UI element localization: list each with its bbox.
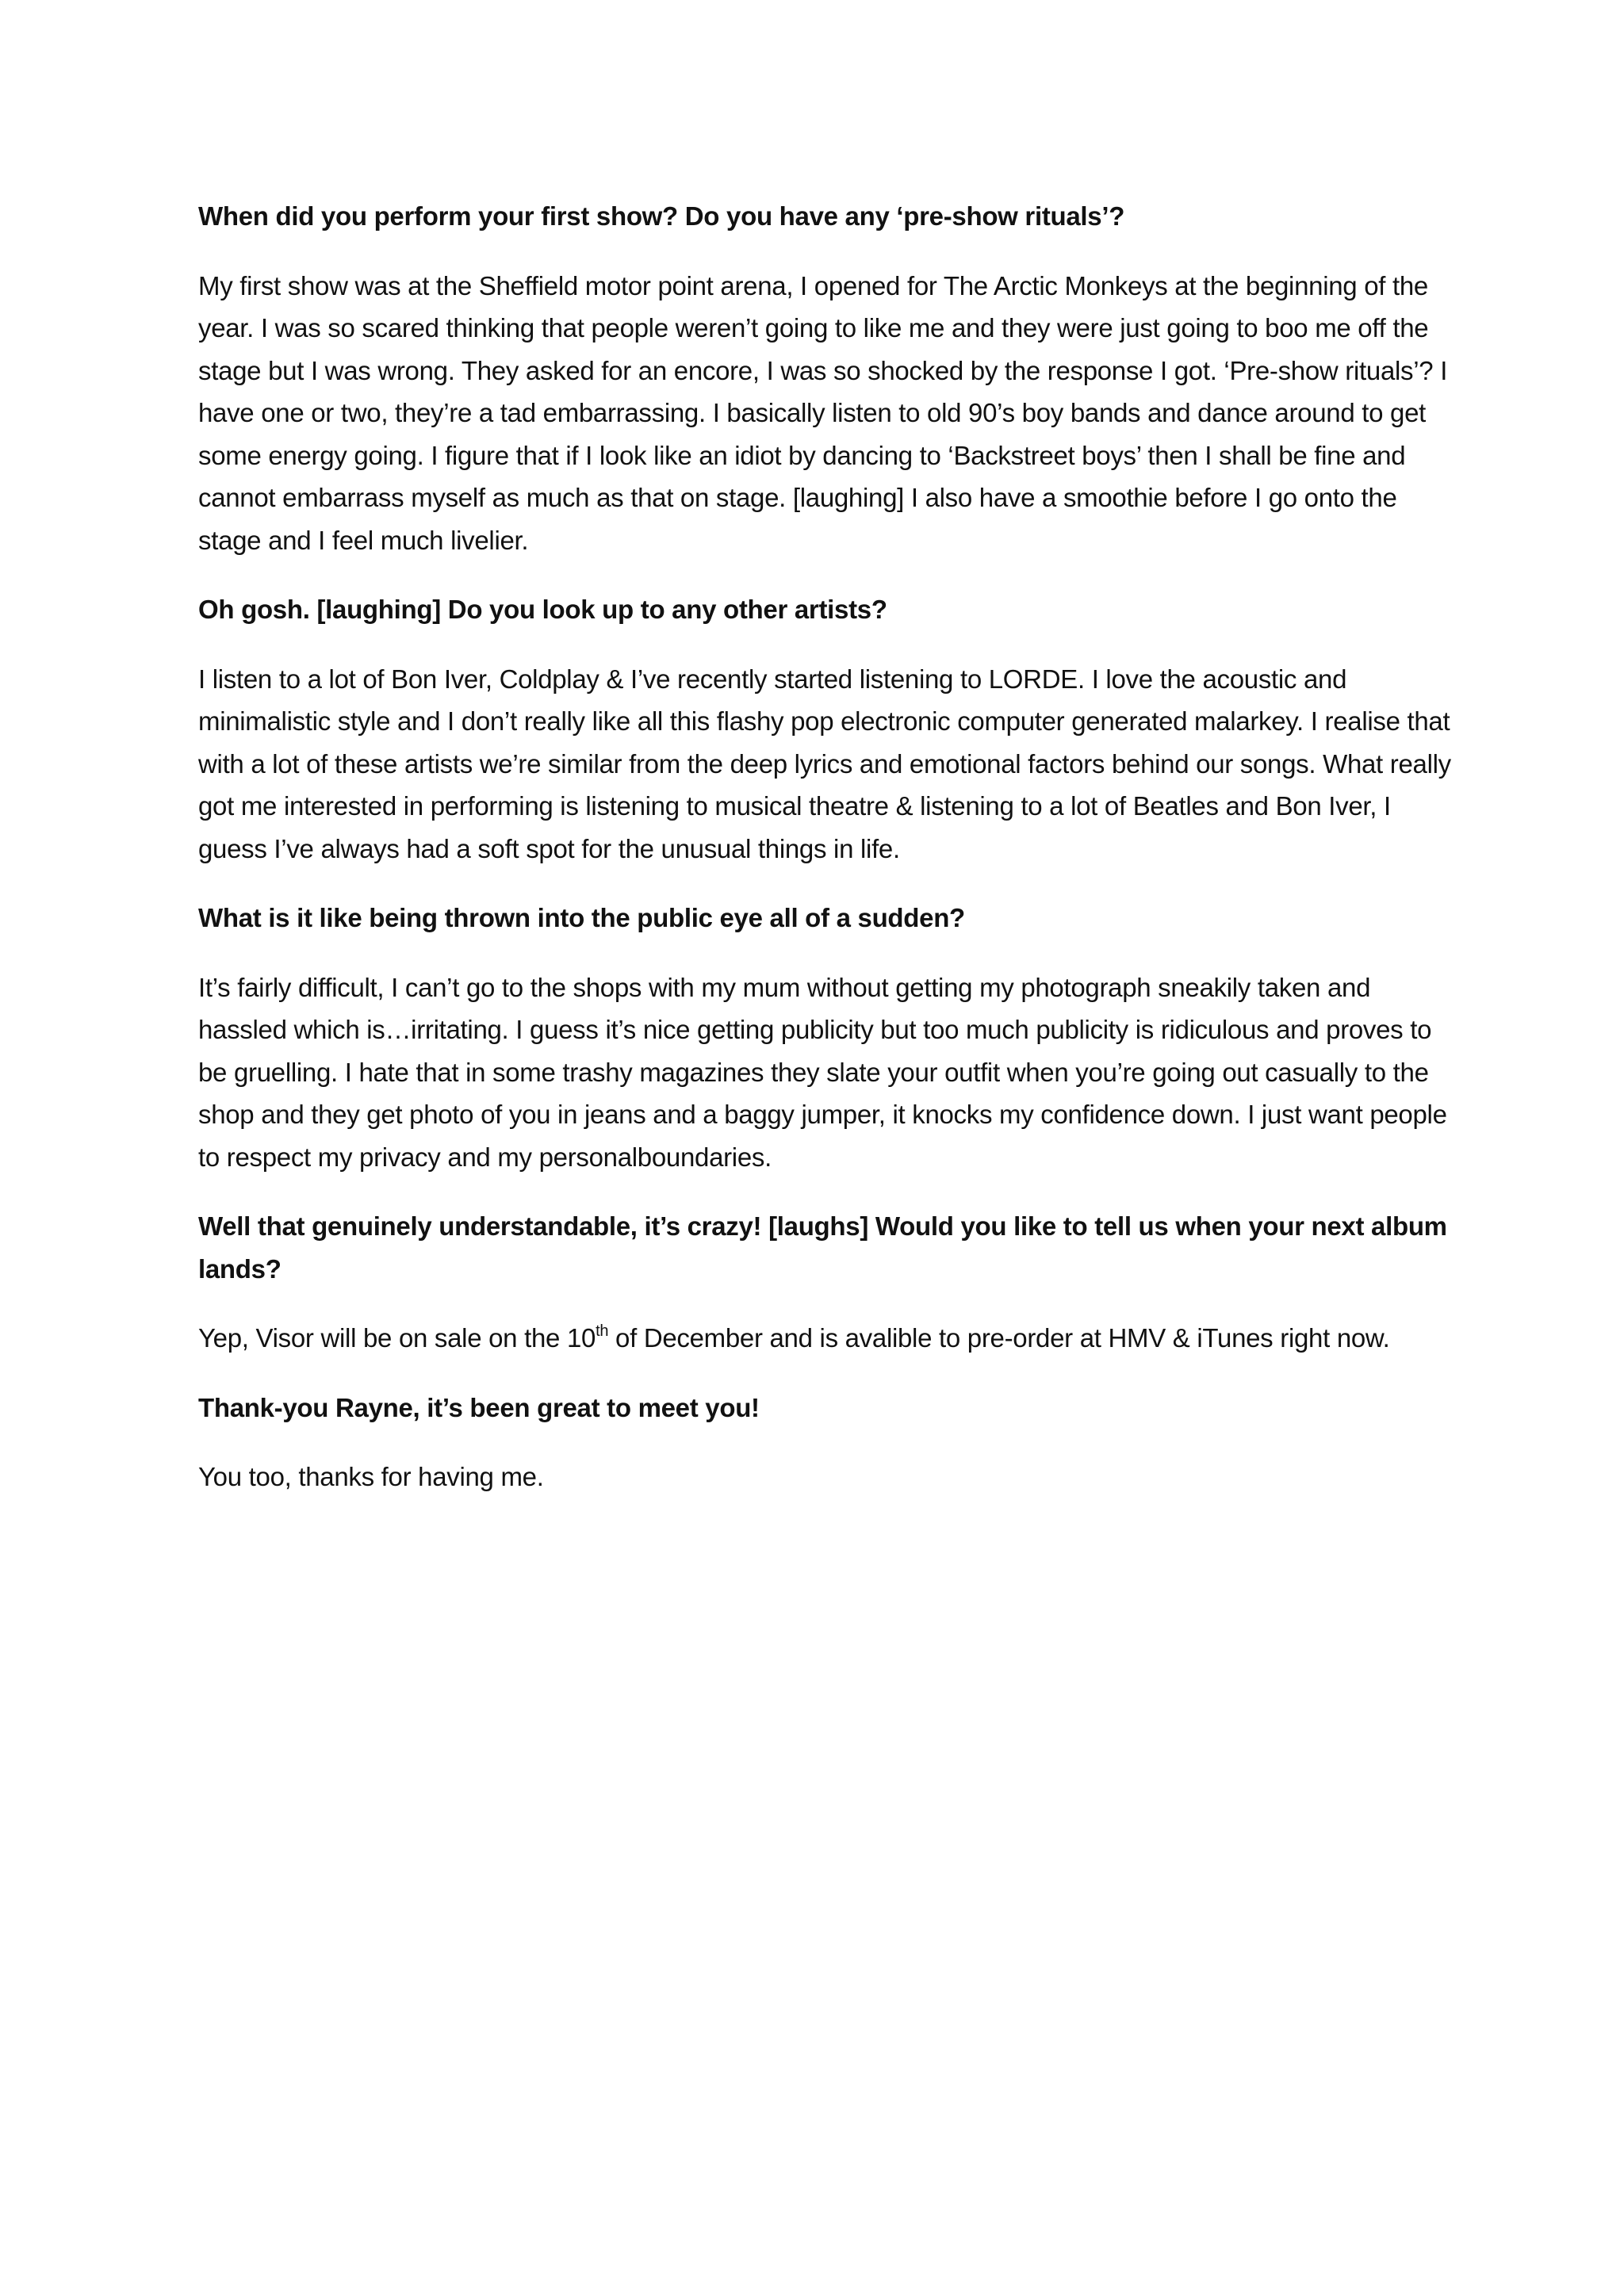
- interview-answer: It’s fairly difficult, I can’t go to the shops with my mum without getting my photograph sneakily taken and hassled which is…irritating. I guess it’s nice getting publicity but too much publicity is ridiculous and proves to be gruelling. I hate that in some trashy magazines they slate your outfit when you’re going out casually to the shop and they get photo of you in jeans and a baggy jumper, it knocks my confidence down. I just want people to respect my privacy and my personalboundaries.: [198, 972, 1447, 1172]
- interview-question: What is it like being thrown into the public eye all of a sudden?: [198, 903, 965, 932]
- interview-question: Oh gosh. [laughing] Do you look up to any other artists?: [198, 595, 887, 624]
- interview-question: When did you perform your first show? Do you have any ‘pre-show rituals’?: [198, 201, 1125, 231]
- interview-body: [198, 195, 1451, 1525]
- interview-answer: My first show was at the Sheffield motor point arena, I opened for The Arctic Monkeys at the beginning of the year. I was so scared thinking that people weren’t going to like me and they were just going to boo me off the stage but I was wrong. They asked for an encore, I was so shocked by the response I got. ‘Pre-show rituals’? I have one or two, they’re a tad embarrassing. I basically listen to old 90’s boy bands and dance around to get some energy going. I figure that if I look like an idiot by dancing to ‘Backstreet boys’ then I shall be fine and cannot embarrass myself as much as that on stage. [laughing] I also have a smoothie before I go onto the stage and I feel much livelier.: [198, 270, 1448, 555]
- interview-answer: I listen to a lot of Bon Iver, Coldplay & I’ve recently started listening to LORDE. I love the acoustic and minimalistic style and I don’t really like all this flashy pop electronic computer generated malarkey. I realise that with a lot of these artists we’re similar from the deep lyrics and emotional factors behind our songs. What really got me interested in performing is listening to musical theatre & listening to a lot of Beatles and Bon Iver, I guess I’ve always had a soft spot for the unusual things in life.: [198, 664, 1451, 863]
- release-answer-end: of December and is avalible to pre-order at HMV & iTunes right now.: [608, 1323, 1390, 1353]
- closing-answer: You too, thanks for having me.: [198, 1462, 544, 1491]
- interview-question: Well that genuinely understandable, it’s crazy! [laughs] Would you like to tell us when your next album lands?: [198, 1211, 1447, 1284]
- ordinal-suffix: th: [596, 1322, 609, 1340]
- release-answer-start: Yep, Visor will be on sale on the 10: [198, 1323, 596, 1353]
- release-date-answer: [198, 1317, 1451, 1360]
- closing-question: Thank-you Rayne, it’s been great to meet you!: [198, 1392, 760, 1422]
